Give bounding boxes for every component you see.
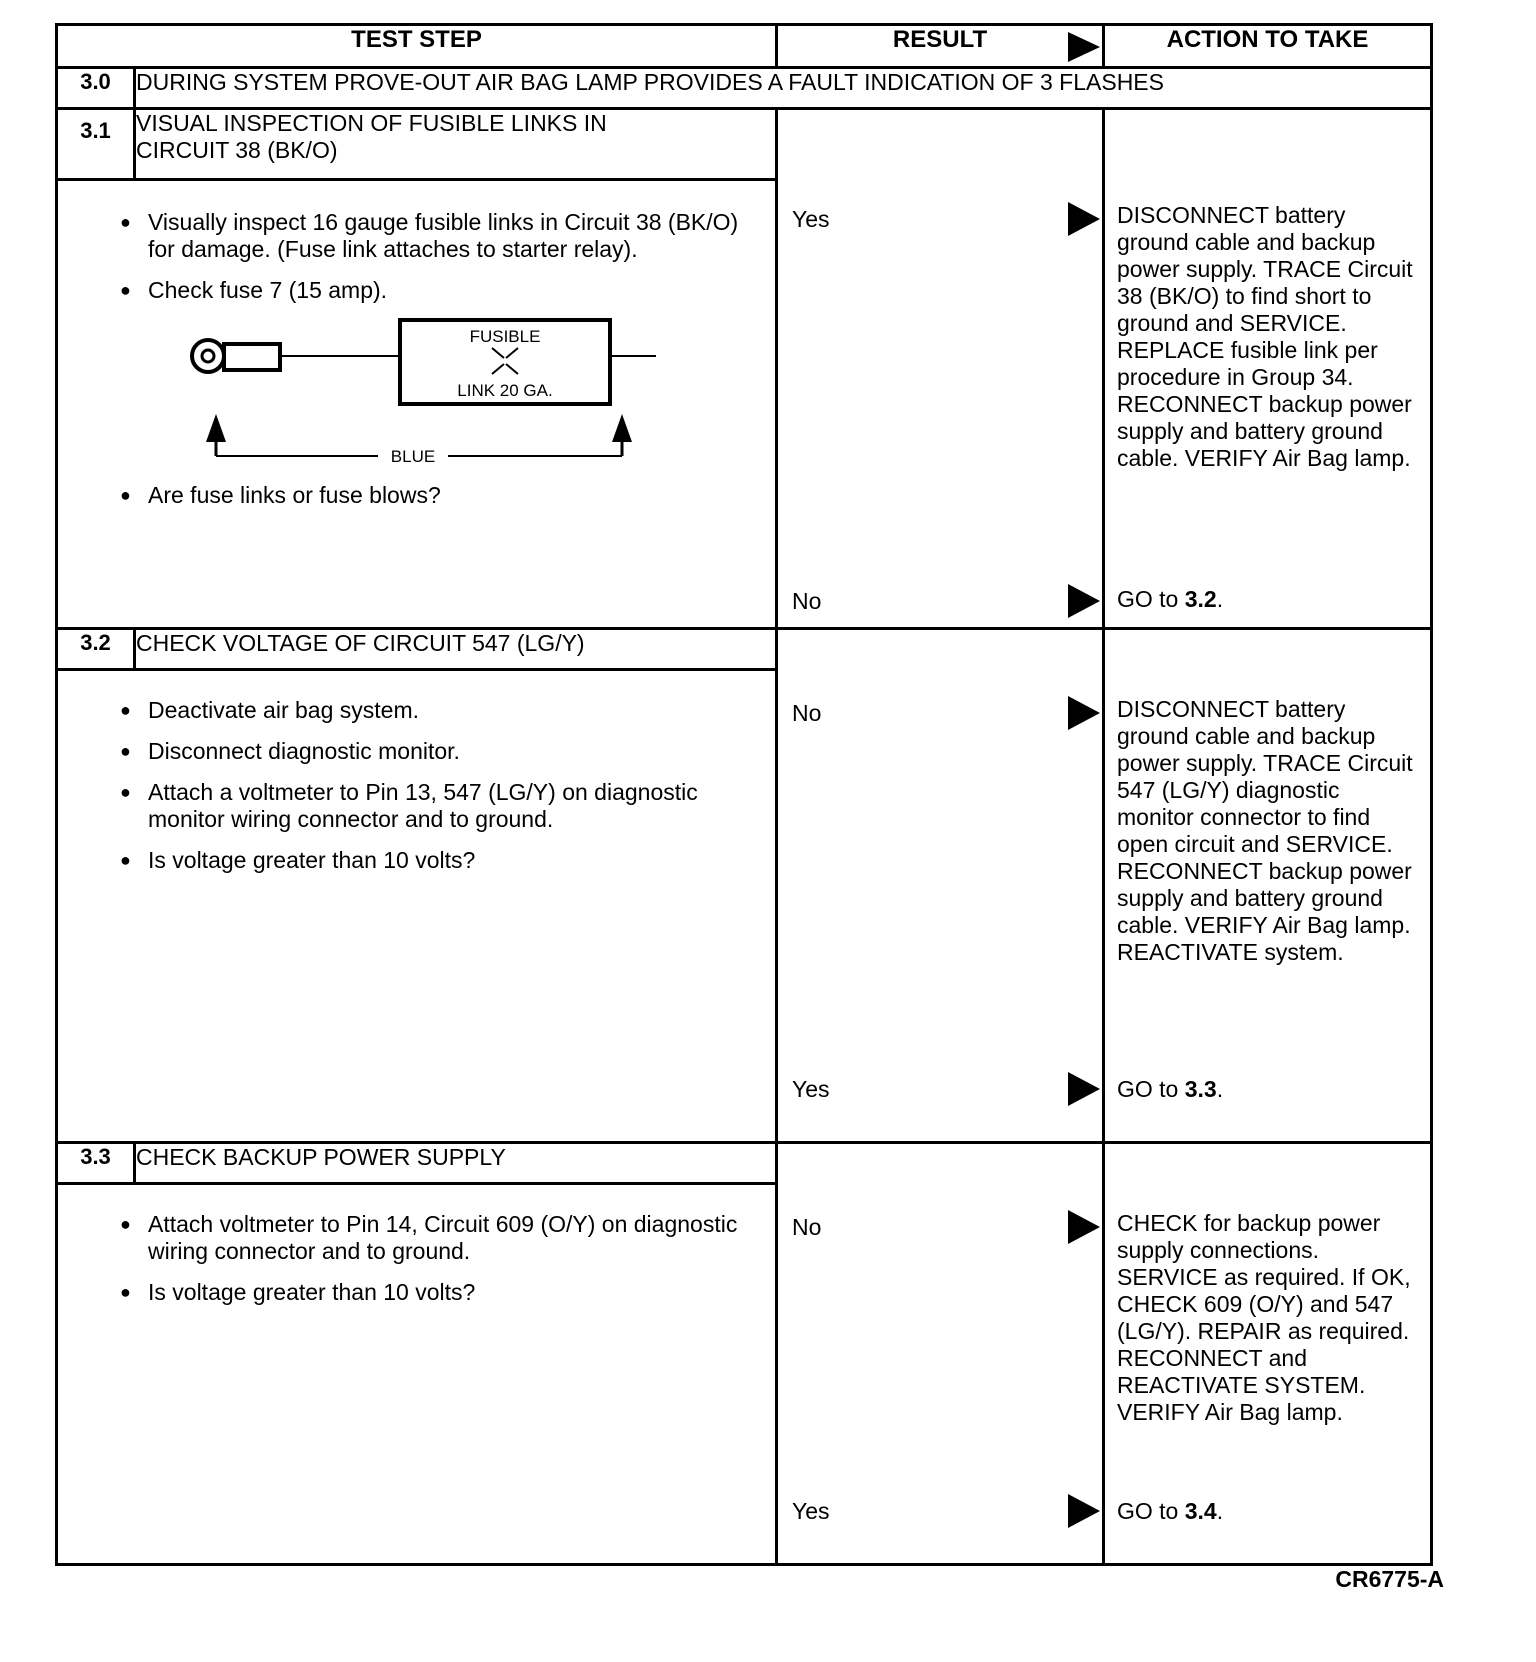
step-title: DURING SYSTEM PROVE-OUT AIR BAG LAMP PROVIDES A FAULT INDICATION OF 3 FLASHES [135, 68, 1432, 109]
result-cell [777, 109, 1104, 629]
result-yes [792, 206, 1102, 233]
result-label: No [792, 700, 822, 726]
action-goto-suffix: . [1216, 1498, 1224, 1524]
result-label: No [792, 588, 822, 614]
result-label: No [792, 1214, 822, 1240]
result-no [792, 700, 1102, 727]
figure-code: CR6775-A [1335, 1566, 1444, 1592]
action-text [1117, 696, 1422, 966]
result-label: Yes [792, 1076, 830, 1102]
step-bullet-list [58, 181, 775, 304]
arrow-right-icon [1068, 696, 1100, 730]
step-bullet: ● Are fuse links or fuse blows? [148, 482, 755, 509]
diagnostic-chart [55, 23, 1430, 1566]
step-number: 3.0 [57, 68, 135, 109]
action-text: DISCONNECT battery ground cable and backup power supply. TRACE Circuit 38 (BK/O) to find short to ground and SERVICE. REPLACE fusible link per procedure in Group 34. RECONNECT backup power supply and battery ground cable. VERIFY Air Bag lamp. [1117, 202, 1413, 471]
step-body [57, 180, 777, 629]
arrow-right-icon [1068, 584, 1100, 618]
step-number: 3.1 [57, 109, 135, 180]
step-3-0-row [57, 68, 1432, 109]
step-title-line: VISUAL INSPECTION OF FUSIBLE LINKS IN [136, 110, 607, 136]
arrow-up-icon [612, 414, 632, 442]
step-3-3-title-row [57, 1143, 1432, 1184]
action-goto [1117, 1498, 1422, 1525]
result-cell [777, 629, 1104, 1143]
step-bullet-list [58, 1185, 775, 1306]
step-title: CHECK VOLTAGE OF CIRCUIT 547 (LG/Y) [135, 629, 777, 670]
terminal-barrel [224, 344, 280, 370]
header-arrow-icon [1068, 32, 1100, 62]
action-cell [1104, 629, 1432, 1143]
result-yes [792, 1076, 1102, 1103]
header-action: ACTION TO TAKE [1104, 25, 1432, 68]
step-title: CHECK BACKUP POWER SUPPLY [135, 1143, 777, 1184]
action-goto-suffix: . [1216, 1076, 1224, 1102]
arrow-right-icon [1068, 202, 1100, 236]
table-header-row [57, 25, 1432, 68]
step-bullet-list [58, 478, 775, 509]
header-result [777, 25, 1104, 68]
arrow-right-icon [1068, 1494, 1100, 1528]
step-bullet: ● Attach voltmeter to Pin 14, Circuit 609 (O/Y) on diagnostic wiring connector and to ground. [148, 1211, 755, 1265]
fusible-link-diagram [178, 318, 775, 474]
result-no [792, 588, 1102, 615]
header-test-step: TEST STEP [57, 25, 777, 68]
action-goto [1117, 1076, 1422, 1103]
action-extra: REACTIVATE system. [1117, 939, 1344, 965]
step-bullet: ● Disconnect diagnostic monitor. [148, 738, 755, 765]
result-label: Yes [792, 1498, 830, 1524]
result-no [792, 1214, 1102, 1241]
action-goto-prefix: GO to [1117, 586, 1185, 612]
step-bullet: ● Attach a voltmeter to Pin 13, 547 (LG/Y) on diagnostic monitor wiring connector and to ground. [148, 779, 755, 833]
header-result-label: RESULT [892, 26, 988, 53]
test-step-table [55, 23, 1433, 1566]
step-bullet: ● Is voltage greater than 10 volts? [148, 1279, 755, 1306]
action-goto-target: 3.2 [1184, 586, 1217, 612]
action-goto-prefix: GO to [1117, 1076, 1185, 1102]
result-yes [792, 1498, 1102, 1525]
link-gauge-label: LINK 20 GA. [457, 381, 553, 400]
step-number: 3.3 [57, 1143, 135, 1184]
step-body [57, 670, 777, 1143]
action-body: DISCONNECT battery ground cable and backup power supply. TRACE Circuit 547 (LG/Y) diagnostic monitor connector to find open circuit and SERVICE. RECONNECT backup power supply and battery ground cable. VERIFY Air Bag lamp. [1117, 696, 1413, 938]
wire-color-label: BLUE [390, 447, 436, 466]
action-cell [1104, 109, 1432, 629]
action-goto-prefix: GO to [1117, 1498, 1185, 1524]
step-bullet: ● Visually inspect 16 gauge fusible links in Circuit 38 (BK/O) for damage. (Fuse link attaches to starter relay). [148, 209, 755, 263]
ring-terminal-icon [192, 340, 224, 372]
step-3-1-title-row [57, 109, 1432, 180]
fusible-link-svg [178, 318, 658, 468]
result-cell [777, 1143, 1104, 1565]
step-number: 3.2 [57, 629, 135, 670]
step-title-line: CIRCUIT 38 (BK/O) [136, 137, 338, 163]
result-label: Yes [792, 206, 830, 232]
step-body [57, 1184, 777, 1565]
arrow-right-icon [1068, 1210, 1100, 1244]
step-bullet-list [58, 671, 775, 874]
arrow-right-icon [1068, 1072, 1100, 1106]
action-goto-target: 3.4 [1184, 1498, 1217, 1524]
arrow-up-icon [206, 414, 226, 442]
action-goto-target: 3.3 [1184, 1076, 1217, 1102]
step-bullet: ● Is voltage greater than 10 volts? [148, 847, 755, 874]
action-text: CHECK for backup power supply connections. SERVICE as required. If OK, CHECK 609 (O/Y) and 547 (LG/Y). REPAIR as required. RECONNECT and REACTIVATE SYSTEM. VERIFY Air Bag lamp. [1117, 1210, 1411, 1425]
step-bullet: ● Deactivate air bag system. [148, 697, 755, 724]
fusible-label: FUSIBLE [469, 327, 541, 346]
action-goto [1117, 586, 1422, 613]
action-cell [1104, 1143, 1432, 1565]
step-bullet: ● Check fuse 7 (15 amp). [148, 277, 755, 304]
step-title [135, 109, 777, 180]
step-3-2-title-row [57, 629, 1432, 670]
action-goto-suffix: . [1216, 586, 1224, 612]
